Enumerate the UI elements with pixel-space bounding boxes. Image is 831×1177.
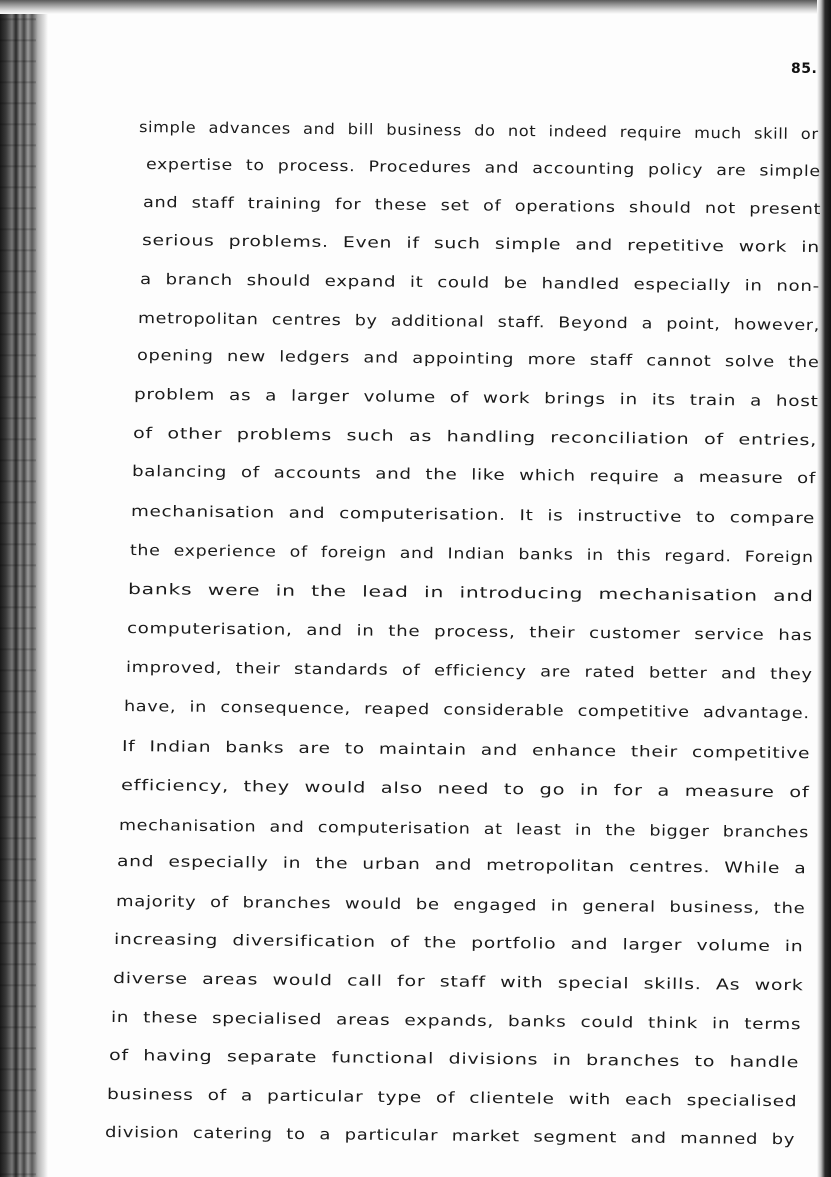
text-line: serious problems. Even if such simple and repetitive work in — [141, 231, 820, 257]
text-line: have, in consequence, reaped considerable competitive advantage. — [123, 697, 810, 723]
text-line: division catering to a particular market segment and manned by — [104, 1123, 796, 1149]
text-line: and staff training for these set of operations should not present — [142, 193, 822, 219]
text-line: computerisation, and in the process, their customer service has — [126, 619, 813, 645]
text-line: problem as a larger volume of work brings in its train a host — [133, 385, 819, 411]
text-line: banks were in the lead in introducing mechanisation and — [127, 580, 814, 606]
text-line: improved, their standards of efficiency are rated better and they — [125, 658, 813, 684]
text-line: in these specialised areas expands, banks could think in terms — [110, 1008, 802, 1034]
text-line: of other problems such as handling reconciliation of entries, — [132, 424, 818, 450]
text-line: mechanisation and computerisation. It is instructive to compare — [130, 502, 816, 528]
text-line: opening new ledgers and appointing more staff cannot solve the — [136, 346, 820, 372]
text-line: simple advances and bill business do not indeed require much skill or — [138, 118, 819, 144]
text-line: efficiency, they would also need to go in for a measure of — [120, 776, 810, 802]
text-line: and especially in the urban and metropolitan centres. While a — [116, 852, 807, 878]
text-line: expertise to process. Procedures and accounting policy are simple — [145, 155, 821, 181]
text-line: mechanisation and computerisation at least in the bigger branches — [118, 816, 810, 842]
text-line: a branch should expand it could be handled especially in non- — [139, 270, 820, 296]
text-line: If Indian banks are to maintain and enhance their competitive — [121, 737, 811, 763]
text-line: diverse areas would call for staff with special skills. As work — [112, 969, 804, 995]
text-line: balancing of accounts and the like which require a measure of — [131, 462, 817, 488]
page-number: 85. — [791, 61, 818, 77]
text-line: majority of branches would be engaged in general business, the — [115, 892, 806, 918]
text-line: increasing diversification of the portfolio and larger volume in — [113, 930, 804, 956]
text-line: metropolitan centres by additional staff. Beyond a point, however, — [137, 309, 821, 335]
text-line: the experience of foreign and Indian banks in this regard. Foreign — [129, 541, 814, 567]
text-line: business of a particular type of clientele with each specialised — [106, 1085, 798, 1111]
text-line: of having separate functional divisions in branches to handle — [108, 1046, 800, 1072]
